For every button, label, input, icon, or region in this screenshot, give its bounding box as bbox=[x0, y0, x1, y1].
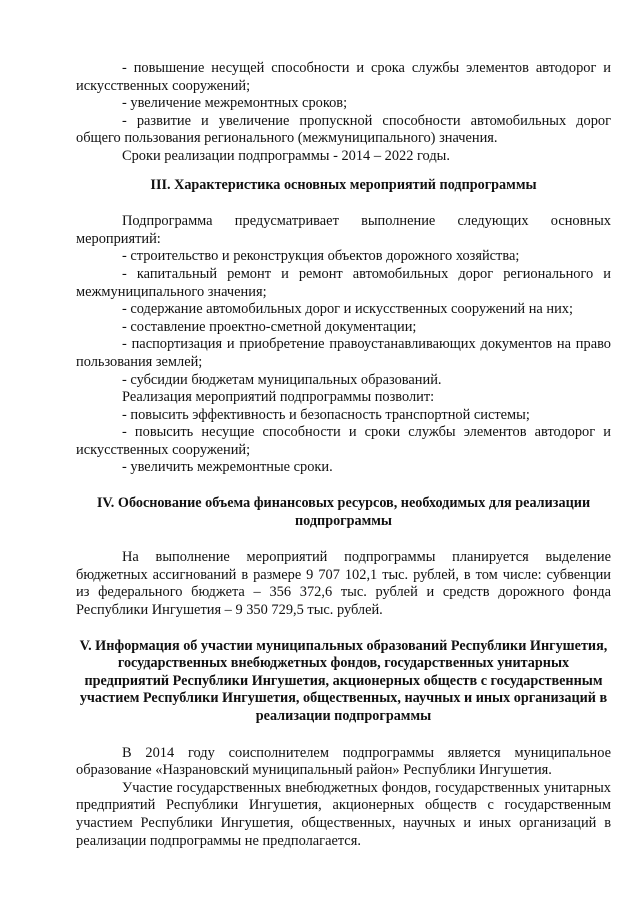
list-item: - развитие и увеличение пропускной способности автомобильных дорог общего пользования регионального (межмуниципального) значения. bbox=[76, 112, 611, 147]
section-5-paragraph: В 2014 году соисполнителем подпрограммы является муниципальное образование «Назрановский муниципальный район» Республики Ингушетия. bbox=[76, 744, 611, 779]
section-5-heading: V. Информация об участии муниципальных образований Республики Ингушетия, государственных внебюджетных фондов, государственных унитарных предприятий Республики Ингушетия, акционерных обществ с государственным участием Республики Ингушетия, общественных, научных и иных организаций в реализации подпрограммы bbox=[79, 637, 608, 724]
list-item: - содержание автомобильных дорог и искусственных сооружений на них; bbox=[122, 301, 573, 318]
document-page bbox=[76, 60, 611, 850]
result-intro: Реализация мероприятий подпрограммы позволит: bbox=[122, 389, 435, 406]
list-item: - паспортизация и приобретение правоустанавливающих документов на право пользования землей; bbox=[76, 336, 611, 370]
term-paragraph: Сроки реализации подпрограммы - 2014 – 2022 годы. bbox=[122, 147, 450, 164]
list-item: - субсидии бюджетам муниципальных образований. bbox=[122, 371, 442, 388]
section-4-text: На выполнение мероприятий подпрограммы планируется выделение бюджетных ассигнований в размере 9 707 102,1 тыс. рублей, в том числе: субвенции из федерального бюджета – 356 372,6 тыс. рублей и средств дорожного фонда Республики Ингушетия – 9 350 729,5 тыс. рублей. bbox=[76, 549, 611, 619]
section-3-heading: III. Характеристика основных мероприятий подпрограммы bbox=[150, 176, 537, 193]
list-item: - повышение несущей способности и срока службы элементов автодорог и искусственных сооружений; bbox=[76, 60, 611, 94]
list-item: - повысить несущие способности и сроки службы элементов автодорог и искусственных сооружений; bbox=[76, 424, 611, 458]
list-item: - капитальный ремонт и ремонт автомобильных дорог регионального и межмуниципального значения; bbox=[76, 265, 611, 300]
list-item: - увеличить межремонтные сроки. bbox=[122, 459, 333, 476]
list-item: - строительство и реконструкция объектов дорожного хозяйства; bbox=[122, 248, 520, 265]
list-item: - повысить эффективность и безопасность транспортной системы; bbox=[122, 406, 530, 423]
list-item: - составление проектно-сметной документации; bbox=[122, 318, 417, 335]
section-5-paragraph: Участие государственных внебюджетных фондов, государственных унитарных предприятий Республики Ингушетия, акционерных обществ с государственным участием Республики Ингушетия, общественных, научных и иных организаций в реализации подпрограммы не предполагается. bbox=[76, 779, 611, 849]
list-item: - увеличение межремонтных сроков; bbox=[122, 95, 348, 112]
section-4-heading: IV. Обоснование объема финансовых ресурсов, необходимых для реализации подпрограммы bbox=[96, 495, 591, 529]
section-3-intro: Подпрограмма предусматривает выполнение следующих основных мероприятий: bbox=[76, 213, 611, 247]
